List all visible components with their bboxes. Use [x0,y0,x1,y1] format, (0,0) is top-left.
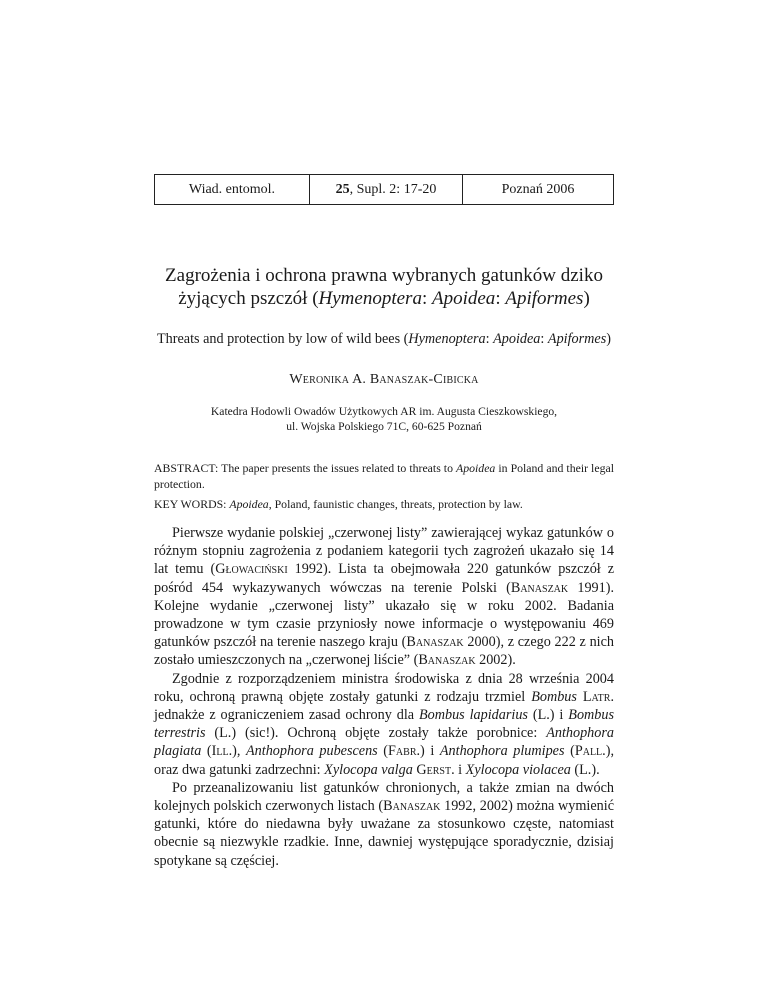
subtitle-taxon: Apiformes [547,331,607,347]
citation-author: Banaszak [406,634,464,651]
journal-header-table [154,174,614,205]
article-body [154,524,614,870]
abstract-block [154,460,614,512]
place-year: Poznań 2006 [501,181,575,197]
subtitle-taxon: Hymenoptera [408,331,486,347]
body-paragraph: Zgodnie z rozporządzeniem ministra środowiska z dnia 28 września 2004 roku, ochroną prawną objęte zostały gatunki z rodzaju trzmiel Bombus Latr. jednakże z ograniczeniem zasad ochrony dla Bombus lapidarius (L.) i Bombus terrestris (L.) (sic!). Ochroną objęte zostały także porobnice: Anthophora plagiata (Ill.), Anthophora pubescens (Fabr.) i Anthophora plumipes (Pall.), oraz dwa gatunki zadrzechni: Xylocopa valga Gerst. i Xylocopa violacea (L.). [154,670,614,778]
citation-author: Ill [211,743,229,760]
place-year-cell [463,175,614,205]
volume-cell [310,175,463,205]
citation-author: Latr [582,688,611,705]
volume-number: 25 [335,181,350,197]
body-paragraph: Pierwsze wydanie polskiej „czerwonej listy” zawierającej wykaz gatunków o różnym stopniu zagrożenia z podaniem kategorii tych zagrożeń ukazało się 14 lat temu (Głowaciński 1992). Lista ta obejmowała 220 gatunków pszczół z pośród 454 wykazywanych wówczas na terenie Polski (Banaszak 1991). Kolejne wydanie „czerwonej listy” ukazało się w roku 2002. Badania prowadzone w tym czasie przyniosły nowe informacje o występowaniu 469 gatunków pszczół na terenie naszego kraju (Banaszak 2000), z czego 222 z nich zostało umieszczonych na „czerwonej liście” (Banaszak 2002). [154,525,614,669]
volume-pages: , Supl. 2: 17-20 [349,181,437,197]
body-paragraph: Po przeanalizowaniu list gatunków chronionych, a także zmian na dwóch kolejnych polskich czerwonych listach (Banaszak 1992, 2002) można wymienić gatunki, które do niedawna były uważane za stosunkowo częste, natomiast obecnie są niezwykle rzadkie. Inne, dawniej występujące sporadycznie, dzisiaj spotykane są częściej. [154,779,614,869]
citation-author: Banaszak [383,798,441,815]
title-taxon: Hymenoptera [318,288,422,309]
title-line-1: Zagrożenia i ochrona prawna wybranych gatunków dziko [165,265,603,286]
author-affiliation [100,404,668,434]
citation-author: Pall [574,743,603,760]
citation-author: Banaszak [418,652,476,669]
author-name: Weronika A. Banaszak-Cibicka [289,372,479,387]
subtitle-taxon: Apoidea [493,331,541,347]
affiliation-line-2: ul. Wojska Polskiego 71C, 60-625 Poznań [286,420,482,433]
abstract-label: ABSTRACT: [154,461,219,475]
affiliation-line-1: Katedra Hodowli Owadów Użytkowych AR im. Augusta Cieszkowskiego, [210,405,558,418]
english-title: Threats and protection by low of wild bees (Hymenoptera: Apoidea: Apiformes) [157,331,611,347]
citation-author: Banaszak [510,579,569,596]
paper-title: Zagrożenia i ochrona prawna wybranych gatunków dziko żyjących pszczół (Hymenoptera: Apoidea: Apiformes) [165,265,603,309]
title-taxon: Apiformes [505,288,584,309]
citation-author: Fabr [388,743,417,760]
title-taxon: Apoidea [431,288,496,309]
keywords-label: KEY WORDS: [154,497,227,511]
journal-name-cell [155,175,310,205]
citation-author: Głowaciński [215,561,288,578]
citation-author: Gerst [416,761,452,778]
abstract-text: ABSTRACT: The paper presents the issues related to threats to Apoidea in Poland and their legal protection. [154,461,614,491]
journal-name: Wiad. entomol. [188,181,276,197]
keywords: KEY WORDS: Apoidea, Poland, faunistic changes, threats, protection by law. [154,497,523,511]
